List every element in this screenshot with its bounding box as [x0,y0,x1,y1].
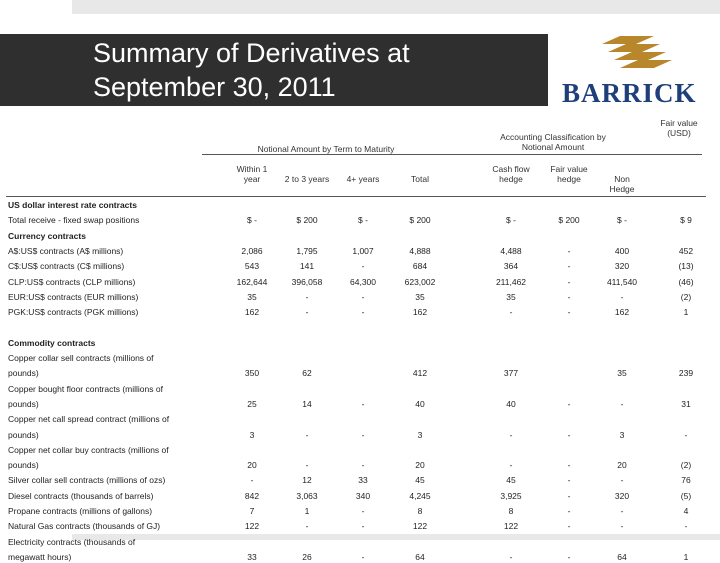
table-cell: - [567,475,571,486]
table-cell: 20 [247,460,257,471]
table-cell: 350 [244,368,260,379]
column-header: Within 1 year [236,164,268,184]
row-label: Total receive - fixed swap positions [8,215,140,226]
table-cell: 162,644 [236,276,268,287]
table-cell: - [509,307,513,318]
header-top-rule [202,154,702,155]
table-row [6,292,706,303]
slide-title [93,36,410,104]
row-label: Copper collar sell contracts (millions of [8,353,154,363]
row-label: Copper net call spread contract (millions of [8,414,170,425]
row-label: PGK:US$ contracts (PGK millions) [8,307,139,318]
table-cell: 26 [302,551,312,562]
table-cell: 412 [412,368,428,379]
logo-wordmark: BARRICK [562,78,697,108]
table-cell: - [305,291,309,302]
table-cell: 122 [503,521,519,532]
table-row [6,322,706,333]
table-cell: - [361,291,365,302]
table-cell: - [250,475,254,486]
table-cell: - [684,429,688,440]
table-cell: 35 [247,291,257,302]
table-row [6,552,706,563]
table-cell: (46) [678,276,694,287]
table-cell: - [305,307,309,318]
table-cell: 64 [617,551,627,562]
table-cell: 7 [249,506,255,516]
column-header: Total [411,174,429,184]
table-cell: - [567,245,571,256]
table-row [6,246,706,257]
table-cell: 45 [506,475,516,486]
table-cell: - [305,429,309,440]
table-cell: 320 [614,261,630,272]
table-cell: - [509,460,513,471]
table-cell: 3 [417,429,423,440]
table-row [6,460,706,471]
table-cell: $ - [617,215,627,226]
table-cell: - [509,551,513,562]
row-label: Commodity contracts [8,337,96,348]
table-cell: 1 [683,307,689,318]
column-header: 2 to 3 years [284,174,330,184]
table-cell: - [620,398,624,409]
table-cell: 3 [619,429,625,440]
table-cell: (2) [680,291,692,302]
table-cell: 62 [302,368,312,379]
barrick-mark-icon [562,34,712,74]
table-cell: - [361,429,365,440]
table-cell: 411,540 [606,276,638,287]
table-cell: - [567,506,571,516]
row-label: Natural Gas contracts (thousands of GJ) [8,521,161,532]
table-cell: 64,300 [350,276,376,287]
row-label: Diesel contracts (thousands of barrels) [8,490,154,501]
table-row [6,491,706,502]
row-label: Propane contracts (millions of gallons) [8,506,153,516]
table-row [6,430,706,441]
table-cell: 842 [244,490,260,501]
table-cell: - [567,490,571,501]
row-label: A$:US$ contracts (A$ millions) [8,245,124,256]
table-cell: 3 [249,429,255,440]
table-row [6,215,706,226]
table-cell: 31 [681,398,691,409]
table-cell: 8 [417,506,423,516]
table-cell: 2,086 [241,245,263,256]
row-label: Copper net collar buy contracts (millions of [8,444,169,455]
table-cell: - [361,551,365,562]
table-cell: $ 200 [558,215,580,226]
table-row [6,338,706,349]
table-row [6,307,706,318]
column-header: Non Hedge [609,174,635,194]
table-cell: 141 [299,261,315,272]
table-cell: 35 [415,291,425,302]
table-cell: 40 [506,398,516,409]
slide-title-line1: Summary of Derivatives at [93,38,410,68]
table-cell: 162 [614,307,630,318]
table-cell: $ - [358,215,368,226]
table-cell: - [361,521,365,532]
row-label: Copper bought floor contracts (millions of [8,383,163,394]
table-cell: 340 [355,490,371,501]
table-cell: - [305,460,309,471]
table-cell: 8 [508,506,514,516]
table-row [6,277,706,288]
table-cell: 122 [244,521,260,532]
table-row [6,537,706,548]
table-cell: - [620,475,624,486]
table-cell: 4,488 [500,245,522,256]
table-row [6,231,706,242]
row-label: CLP:US$ contracts (CLP millions) [8,276,136,287]
row-label: US dollar interest rate contracts [8,200,137,210]
table-cell: (2) [680,460,692,471]
column-header: Fair value hedge [550,164,588,184]
table-row [6,521,706,532]
table-cell: - [361,460,365,471]
table-cell: 14 [302,398,312,409]
table-cell: - [567,429,571,440]
table-cell: - [567,307,571,318]
table-cell: 543 [244,261,260,272]
table-cell: 377 [503,368,519,379]
table-cell: - [567,291,571,302]
table-row [6,353,706,364]
row-label: pounds) [8,460,39,471]
table-cell: $ - [247,215,257,226]
table-cell: 20 [617,460,627,471]
row-label: pounds) [8,398,39,409]
table-cell: 1,007 [352,245,374,256]
table-cell: - [305,521,309,532]
table-cell: - [361,506,365,516]
table-cell: 364 [503,261,519,272]
table-cell: (5) [680,490,692,501]
header-fair-value: Fair value (USD) [660,118,698,138]
table-cell: 320 [614,490,630,501]
row-label: megawatt hours) [8,551,72,562]
table-cell: $ 200 [296,215,318,226]
table-cell: - [567,276,571,287]
table-cell: 623,002 [404,276,436,287]
table-cell: 20 [415,460,425,471]
table-cell: - [567,460,571,471]
row-label: Silver collar sell contracts (millions of ozs) [8,475,166,486]
table-cell: 35 [506,291,516,302]
table-cell: - [361,307,365,318]
table-cell: - [620,506,624,516]
table-cell: 35 [617,368,627,379]
table-cell: 1 [683,551,689,562]
table-row [6,475,706,486]
table-cell: 3,063 [296,490,318,501]
table-cell: 162 [412,307,428,318]
table-cell: 4,888 [409,245,431,256]
table-cell: - [361,398,365,409]
table-cell: 396,058 [291,276,323,287]
header-notional: Notional Amount by Term to Maturity [257,144,395,154]
table-cell: (13) [678,261,694,272]
top-decor-bar [72,0,720,14]
table-cell: - [684,521,688,532]
table-cell: 684 [412,261,428,272]
table-cell: - [620,521,624,532]
table-row [6,384,706,395]
row-label: C$:US$ contracts (C$ millions) [8,261,125,272]
table-cell: 211,462 [495,276,527,287]
table-cell: $ 200 [409,215,431,226]
table-row [6,506,706,517]
table-cell: $ 9 [680,215,692,226]
table-cell: 162 [244,307,260,318]
table-row [6,261,706,272]
table-cell: - [567,521,571,532]
row-label: Currency contracts [8,230,86,241]
table-cell: - [567,398,571,409]
table-row [6,368,706,379]
table-cell: $ - [506,215,516,226]
table-row [6,200,706,211]
row-label: Electricity contracts (thousands of [8,536,136,547]
table-row [6,445,706,456]
table-cell: 12 [302,475,312,486]
table-cell: - [509,429,513,440]
table-cell: 122 [412,521,428,532]
table-cell: - [361,261,365,272]
table-row [6,414,706,425]
column-header: 4+ years [346,174,380,184]
row-label: pounds) [8,368,39,379]
table-cell: - [567,261,571,272]
table-cell: 239 [678,368,694,379]
table-cell: 1 [304,506,310,516]
table-cell: - [567,551,571,562]
row-label: pounds) [8,429,39,440]
table-cell: 4 [683,506,689,516]
table-cell: 4,245 [409,490,431,501]
table-cell: 25 [247,398,257,409]
table-cell: 452 [678,245,694,256]
slide-title-line2: September 30, 2011 [93,72,336,102]
row-label: EUR:US$ contracts (EUR millions) [8,291,139,302]
header-bottom-rule [6,196,706,197]
table-cell: 3,925 [500,490,522,501]
table-cell: 33 [247,551,257,562]
column-header: Cash flow hedge [492,164,530,184]
table-cell: 45 [415,475,425,486]
table-cell: 33 [358,475,368,486]
barrick-logo [562,34,712,108]
table-cell: 400 [614,245,630,256]
table-cell: 40 [415,398,425,409]
table-cell: 76 [681,475,691,486]
table-row [6,399,706,410]
header-accounting: Accounting Classification by Notional Amount [500,132,606,152]
table-cell: 1,795 [296,245,318,256]
table-cell: 64 [415,551,425,562]
table-cell: - [620,291,624,302]
